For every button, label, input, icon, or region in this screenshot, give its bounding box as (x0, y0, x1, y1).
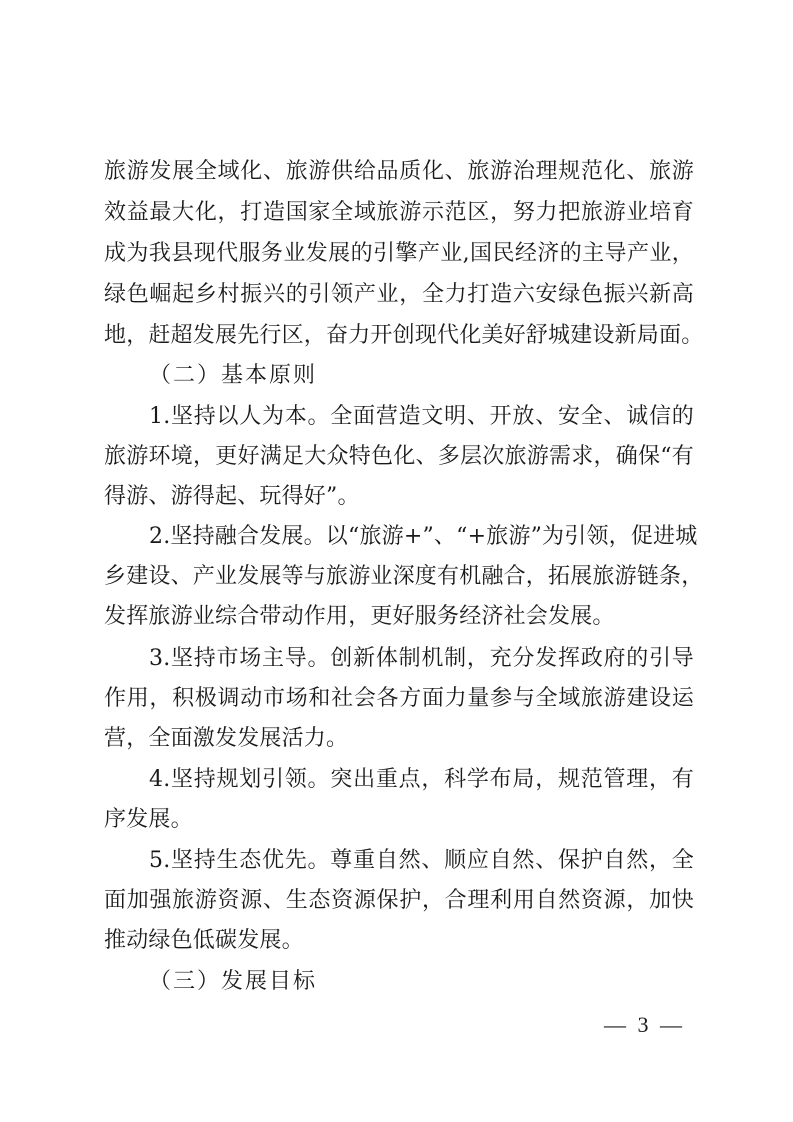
principle-5-text-line: 面加强旅游资源、生态资源保护，合理利用自然资源，加快 (104, 888, 694, 913)
body-text-line: 旅游发展全域化、旅游供给品质化、旅游治理规范化、旅游 (104, 159, 694, 184)
body-text-line: 效益最大化，打造国家全域旅游示范区，努力把旅游业培育 (104, 200, 694, 225)
page-number: — 3 — (604, 1012, 685, 1037)
body-text-line: 地，赶超发展先行区，奋力开创现代化美好舒城建设新局面。 (104, 323, 704, 348)
principle-4-text-line: 4.坚持规划引领。突出重点，科学布局，规范管理，有 (149, 767, 694, 792)
section-heading-basic-principles: （二）基本原则 (149, 363, 318, 388)
principle-1-text-line: 旅游环境，更好满足大众特色化、多层次旅游需求，确保“有 (104, 444, 694, 469)
principle-3-text-line: 作用，积极调动市场和社会各方面力量参与全域旅游建设运 (104, 686, 694, 711)
principle-2-text-line: 乡建设、产业发展等与旅游业深度有机融合，拓展旅游链条， (104, 564, 704, 589)
principle-3-text-line: 营，全面激发发展活力。 (104, 726, 349, 751)
principle-1-text-line: 1.坚持以人为本。全面营造文明、开放、安全、诚信的 (149, 404, 694, 429)
principle-4-text-line: 序发展。 (104, 807, 193, 832)
principle-2-text-line: 2.坚持融合发展。以“旅游+”、“+旅游”为引领，促进城 (149, 524, 698, 549)
body-text-line: 绿色崛起乡村振兴的引领产业，全力打造六安绿色振兴新高 (104, 282, 694, 307)
body-text-line: 成为我县现代服务业发展的引擎产业,国民经济的主导产业， (104, 241, 694, 266)
principle-2-text-line: 发挥旅游业综合带动作用，更好服务经济社会发展。 (104, 604, 615, 629)
principle-1-text-line: 得游、游得起、玩得好”。 (104, 484, 360, 509)
principle-5-text-line: 推动绿色低碳发展。 (104, 928, 304, 953)
principle-3-text-line: 3.坚持市场主导。创新体制机制，充分发挥政府的引导 (149, 646, 694, 671)
section-heading-development-goals: （三）发展目标 (149, 969, 318, 994)
principle-5-text-line: 5.坚持生态优先。尊重自然、顺应自然、保护自然，全 (149, 848, 694, 873)
